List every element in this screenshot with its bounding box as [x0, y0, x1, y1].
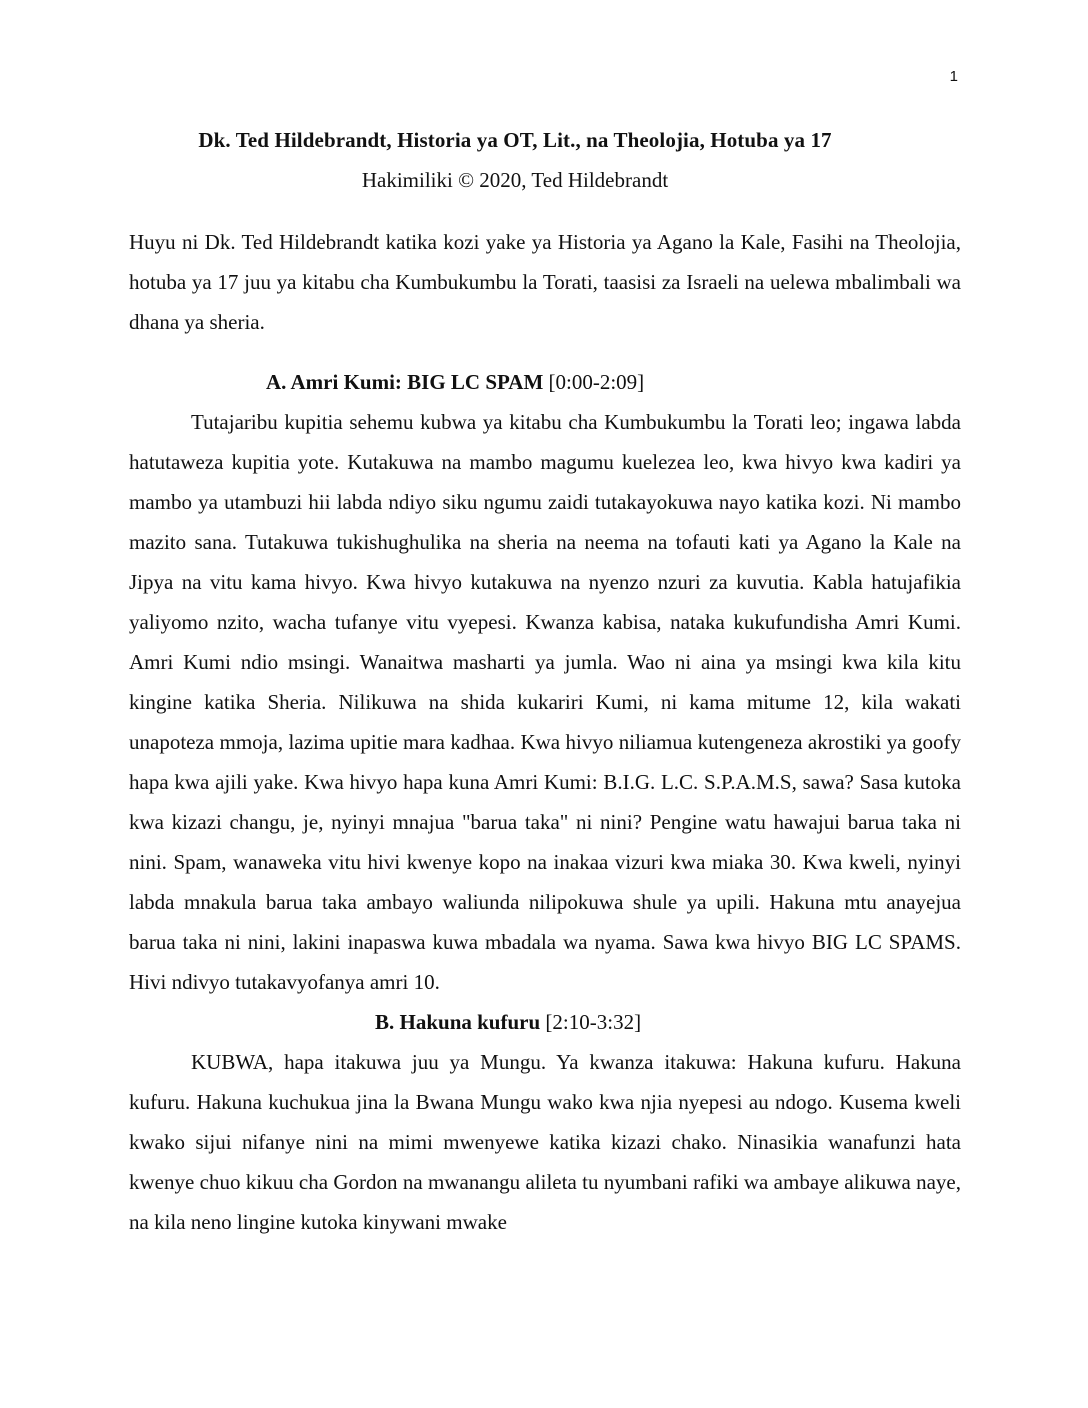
- page-number: 1: [949, 68, 958, 85]
- section-b-heading: [129, 1002, 961, 1042]
- section-a-paragraph: Tutajaribu kupitia sehemu kubwa ya kitabu cha Kumbukumbu la Torati leo; ingawa labda hatutaweza kupitia yote. Kutakuwa na mambo magumu kuelezea leo, kwa hivyo kwa kadiri ya mambo ya utambuzi hii labda ndiyo siku ngumu zaidi tutakayokuwa nayo katika kozi. Ni mambo mazito sana. Tutakuwa tukishughulika na sheria na neema na tofauti kati ya Agano la Kale na Jipya na vitu kama hivyo. Kwa hivyo kutakuwa na nyenzo nzuri za kuvutia. Kabla hatujafikia yaliyomo nzito, wacha tufanye vitu vyepesi. Kwanza kabisa, nataka kukufundisha Amri Kumi. Amri Kumi ndio msingi. Wanaitwa masharti ya jumla. Wao ni aina ya msingi kwa kila kitu kingine katika Sheria. Nilikuwa na shida kukariri Kumi, ni kama mitume 12, kila wakati unapoteza mmoja, lazima upitie mara kadhaa. Kwa hivyo niliamua kutengeneza akrostiki ya goofy hapa kwa ajili yake. Kwa hivyo hapa kuna Amri Kumi: B.I.G. L.C. S.P.A.M.S, sawa? Sasa kutoka kwa kizazi changu, je, nyinyi mnajua "barua taka" ni nini? Pengine watu hawajui barua taka ni nini. Spam, wanaweka vitu hivi kwenye kopo na inakaa vizuri kwa miaka 30. Kwa kweli, nyinyi labda mnakula barua taka ambayo waliunda nilipokuwa shule ya upili. Hakuna mtu anayejua barua taka ni nini, lakini inapaswa kuwa mbadala wa nyama. Sawa kwa hivyo BIG LC SPAMS. Hivi ndivyo tutakavyofanya amri 10.: [129, 410, 961, 994]
- document-title: Dk. Ted Hildebrandt, Historia ya OT, Lit., na Theolojia, Hotuba ya 17: [198, 128, 832, 152]
- copyright-line: Hakimiliki © 2020, Ted Hildebrandt: [361, 168, 669, 192]
- section-a-heading: [129, 362, 961, 402]
- section-b-paragraph: KUBWA, hapa itakuwa juu ya Mungu. Ya kwanza itakuwa: Hakuna kufuru. Hakuna kufuru. Hakuna kuchukua jina la Bwana Mungu wako kwa njia nyepesi au ndogo. Kusema kweli kwako sijui nifanye nini na mimi mwenyewe katika kizazi chako. Ninasikia wanafunzi hata kwenye chuo kikuu cha Gordon na mwanangu alileta tu nyumbani rafiki wa ambaye alikuwa naye, na kila neno lingine kutoka kinywani mwake: [129, 1050, 961, 1234]
- section-b-heading-text: B. Hakuna kufuru: [375, 1010, 541, 1034]
- section-a-heading-text: A. Amri Kumi: BIG LC SPAM: [266, 370, 544, 394]
- intro-paragraph: Huyu ni Dk. Ted Hildebrandt katika kozi yake ya Historia ya Agano la Kale, Fasihi na Theolojia, hotuba ya 17 juu ya kitabu cha Kumbukumbu la Torati, taasisi za Israeli na uelewa mbalimbali wa dhana ya sheria.: [129, 230, 961, 334]
- section-a-timestamp: [0:00-2:09]: [543, 370, 645, 394]
- document-body: [129, 222, 961, 1242]
- section-b-timestamp: [2:10-3:32]: [540, 1010, 642, 1034]
